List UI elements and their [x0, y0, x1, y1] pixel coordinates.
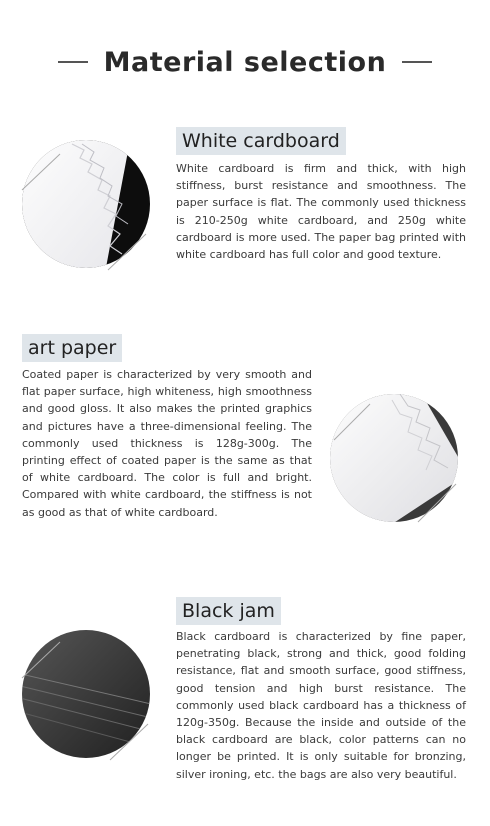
section-heading: White cardboard [176, 127, 346, 155]
section-heading: art paper [22, 334, 122, 362]
section-description: Black cardboard is characterized by fine paper, penetrating black, strong and thick, good folding resistance, flat and smooth surface, good stiffness, good tension and high burst resistance. The commonly used black cardboard has a thickness of 120g-350g. Because the inside and outside of the black cardboard are black, color patterns can no longer be printed. It is only suitable for bronzing, silver ironing, etc. the bags are also very beautiful. [176, 630, 466, 781]
page-header [0, 42, 490, 82]
black-cardboard-photo [12, 620, 160, 768]
section-heading: Black jam [176, 597, 281, 625]
header-right-rule [402, 61, 432, 63]
art-paper-photo [320, 384, 468, 532]
page-title: Material selection [103, 46, 387, 78]
section-description: Coated paper is characterized by very smooth and flat paper surface, high whiteness, high smoothness and good gloss. It also makes the printed graphics and pictures have a three-dimensional feeling. The commonly used thickness is 128g-300g. The printing effect of coated paper is the same as that of white cardboard. The color is full and bright. Compared with white cardboard, the stiffness is not as good as that of white cardboard. [22, 368, 312, 519]
header-left-rule [58, 61, 88, 63]
section-description: White cardboard is firm and thick, with high stiffness, burst resistance and smoothness. The paper surface is flat. The commonly used thickness is 210-250g white cardboard, and 250g white cardboard is more used. The paper bag printed with white cardboard has full color and good texture. [176, 162, 466, 262]
white-cardboard-photo [12, 130, 160, 278]
